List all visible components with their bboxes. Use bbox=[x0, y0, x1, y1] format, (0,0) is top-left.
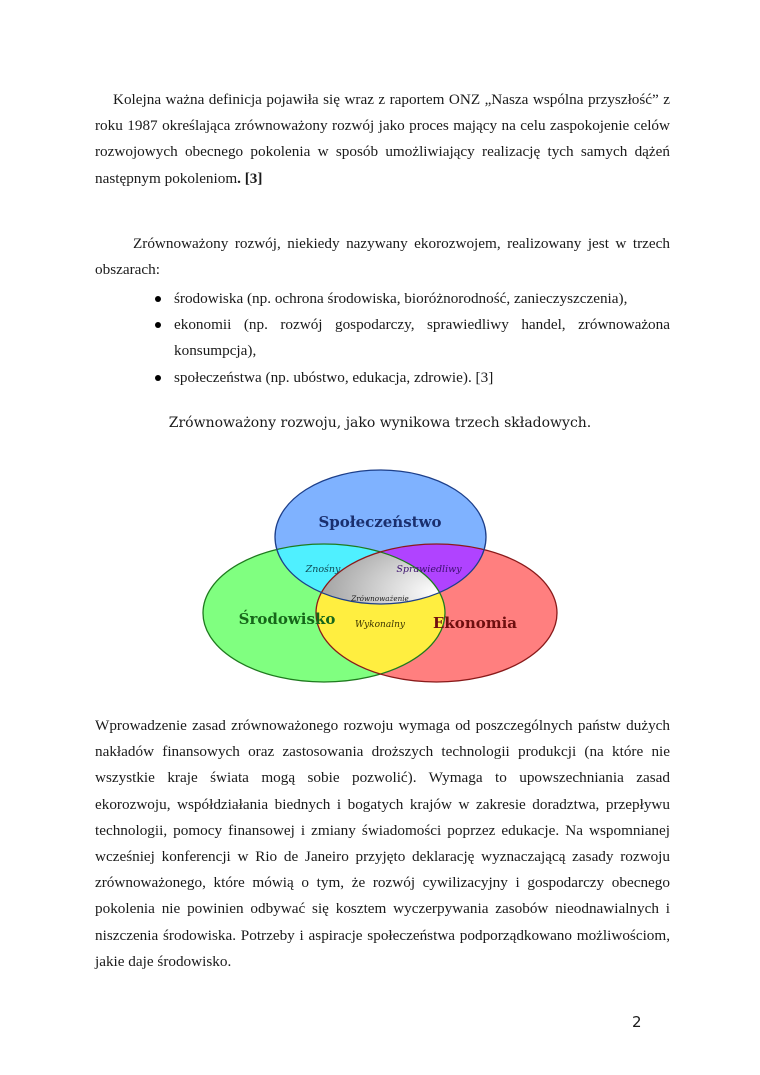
bullet-item-environment bbox=[155, 286, 670, 312]
bullet-icon bbox=[155, 296, 161, 302]
bullet-item-economy bbox=[155, 312, 670, 364]
venn-label-sustainable: Zrównoważenie bbox=[351, 594, 409, 603]
bullet-text: ekonomii (np. rozwój gospodarczy, sprawiedliwy handel, zrównoważona konsumpcja), bbox=[174, 316, 670, 360]
venn-diagram bbox=[200, 462, 562, 688]
venn-label-tolerable: Znośny bbox=[305, 564, 341, 575]
paragraph-three-areas: Zrównoważony rozwój, niekiedy nazywany ekorozwojem, realizowany jest w trzech obszarach: bbox=[95, 235, 670, 279]
venn-label-equitable: Sprawiedliwy bbox=[396, 564, 462, 575]
bullet-icon bbox=[155, 375, 161, 381]
venn-label-economy: Ekonomia bbox=[432, 614, 518, 632]
paragraph-text: Kolejna ważna definicja pojawiła się wraz z raportem ONZ „Nasza wspólna przyszłość” z roku 1987 określająca zrównoważony rozwój jako proces mający na celu zaspokojenie celów rozwojowych obecnego pokolenia w sposób umożliwiający realizację tych samych dążeń następnym pokoleniom bbox=[95, 91, 670, 187]
venn-label-society: Społeczeństwo bbox=[318, 513, 442, 531]
page-number: 2 bbox=[632, 1013, 642, 1031]
citation-reference: . [3] bbox=[237, 169, 263, 187]
paragraph-onz-definition bbox=[95, 87, 670, 192]
venn-label-environment: Środowisko bbox=[238, 610, 336, 628]
venn-label-viable: Wykonalny bbox=[355, 620, 405, 630]
bullet-text: społeczeństwa (np. ubóstwo, edukacja, zdrowie). [3] bbox=[174, 368, 494, 386]
bullet-item-society bbox=[155, 365, 670, 391]
bullet-icon bbox=[155, 322, 161, 328]
bullet-text: środowiska (np. ochrona środowiska, bioróżnorodność, zanieczyszczenia), bbox=[174, 290, 628, 307]
figure-caption: Zrównoważony rozwoju, jako wynikowa trzech składowych. bbox=[168, 415, 592, 431]
paragraph-implementation: Wprowadzenie zasad zrównoważonego rozwoju wymaga od poszczególnych państw dużych nakładów finansowych oraz zastosowania droższych technologii produkcji (na które nie wszystkie kraje świata mogą sobie pozwolić). Wymaga to upowszechniania zasad ekorozwoju, współdziałania biednych i bogatych krajów w zakresie doradztwa, przepływu technologii, pomocy finansowej i zmiany świadomości poprzez edukacje. Na wspomnianej wcześniej konferencji w Rio de Janeiro przyjęto deklarację wyznaczającą zasady rozwoju zrównoważonego, które mówią o tym, że rozwój cywilizacyjny i gospodarczy obecnego pokolenia nie powinien odbywać się kosztem wyczerpywania zasobów nieodnawialnych i niszczenia środowiska. Potrzeby i aspiracje społeczeństwa podporządkowano możliwościom, jakie daje środowisko. bbox=[95, 717, 670, 970]
areas-bullet-list bbox=[155, 286, 670, 391]
